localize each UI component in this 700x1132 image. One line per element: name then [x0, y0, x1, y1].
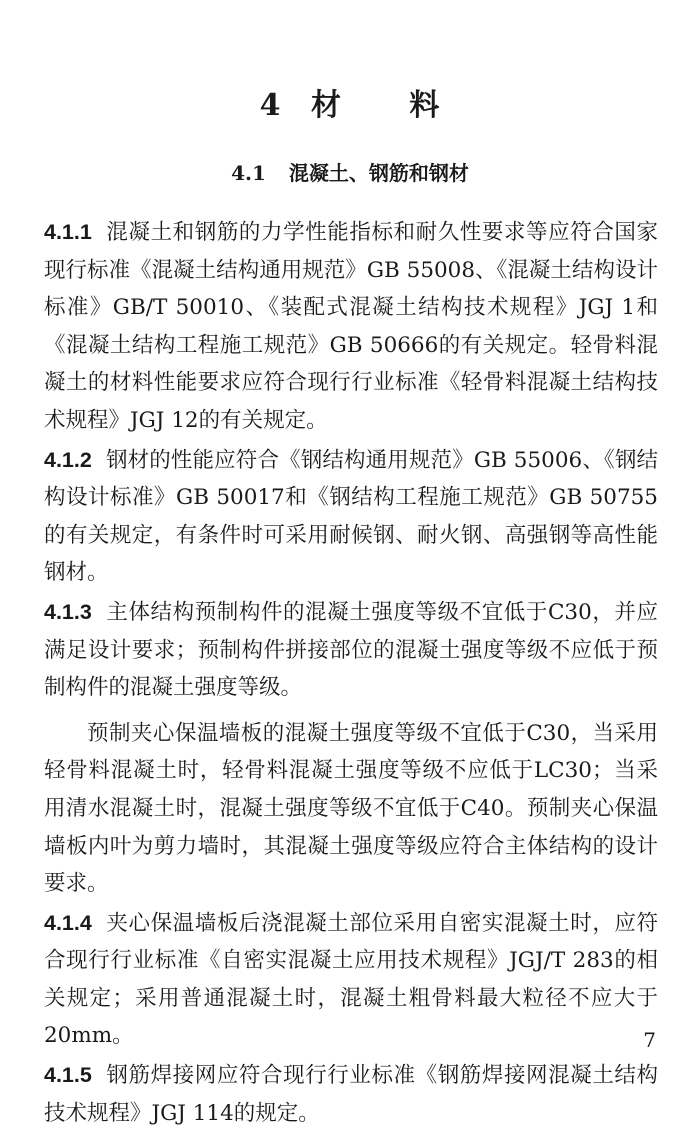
clause-number: 4.1.5 [44, 1063, 92, 1088]
section-number: 4.1 [231, 161, 266, 185]
clause-4-1-4 [44, 905, 658, 1055]
clause-4-1-2 [44, 442, 658, 592]
clause-text: 混凝土和钢筋的力学性能指标和耐久性要求等应符合国家现行标准《混凝土结构通用规范》GB 55008、《混凝土结构设计标准》GB/T 50010、《装配式混凝土结构技术规程》JGJ 1和《混凝土结构工程施工规范》GB 50666的有关规定。轻骨料混凝土的材料性能要求应符合现行行业标准《轻骨料混凝土结构技术规程》JGJ 12的有关规定。 [44, 220, 658, 433]
clause-number: 4.1.2 [44, 447, 92, 472]
chapter-title-part2: 料 [409, 88, 441, 123]
page-number: 7 [643, 1028, 656, 1052]
clause-4-1-3-paragraph-2 [44, 715, 658, 903]
clause-text: 主体结构预制构件的混凝土强度等级不宜低于C30，并应满足设计要求；预制构件拼接部位的混凝土强度等级不应低于预制构件的混凝土强度等级。 [44, 599, 658, 701]
clause-text: 预制夹心保温墙板的混凝土强度等级不宜低于C30，当采用轻骨料混凝土时，轻骨料混凝土强度等级不应低于LC30；当采用清水混凝土时，混凝土强度等级不宜低于C40。预制夹心保温墙板内叶为剪力墙时，其混凝土强度等级应符合主体结构的设计要求。 [44, 720, 658, 897]
body-text [44, 214, 658, 1132]
chapter-title [0, 80, 700, 124]
clause-text: 夹心保温墙板后浇混凝土部位采用自密实混凝土时，应符合现行行业标准《自密实混凝土应用技术规程》JGJ/T 283的相关规定；采用普通混凝土时，混凝土粗骨料最大粒径不应大于20mm。 [44, 910, 658, 1049]
clause-4-1-1 [44, 214, 658, 440]
clause-number: 4.1.4 [44, 910, 92, 935]
section-title-text: 混凝土、钢筋和钢材 [288, 161, 469, 185]
clause-number: 4.1.1 [44, 220, 92, 244]
chapter-title-part1: 材 [310, 88, 342, 123]
clause-text: 钢筋焊接网应符合现行行业标准《钢筋焊接网混凝土结构技术规程》JGJ 114的规定。 [44, 1063, 658, 1126]
clause-text: 钢材的性能应符合《钢结构通用规范》GB 55006、《钢结构设计标准》GB 50017和《钢结构工程施工规范》GB 50755的有关规定，有条件时可采用耐候钢、耐火钢、高强钢等高性能钢材。 [44, 447, 658, 586]
clause-4-1-3 [44, 594, 658, 707]
clause-number: 4.1.3 [44, 599, 92, 624]
chapter-number: 4 [259, 88, 282, 123]
clause-4-1-5 [44, 1057, 658, 1132]
section-title [0, 157, 700, 186]
